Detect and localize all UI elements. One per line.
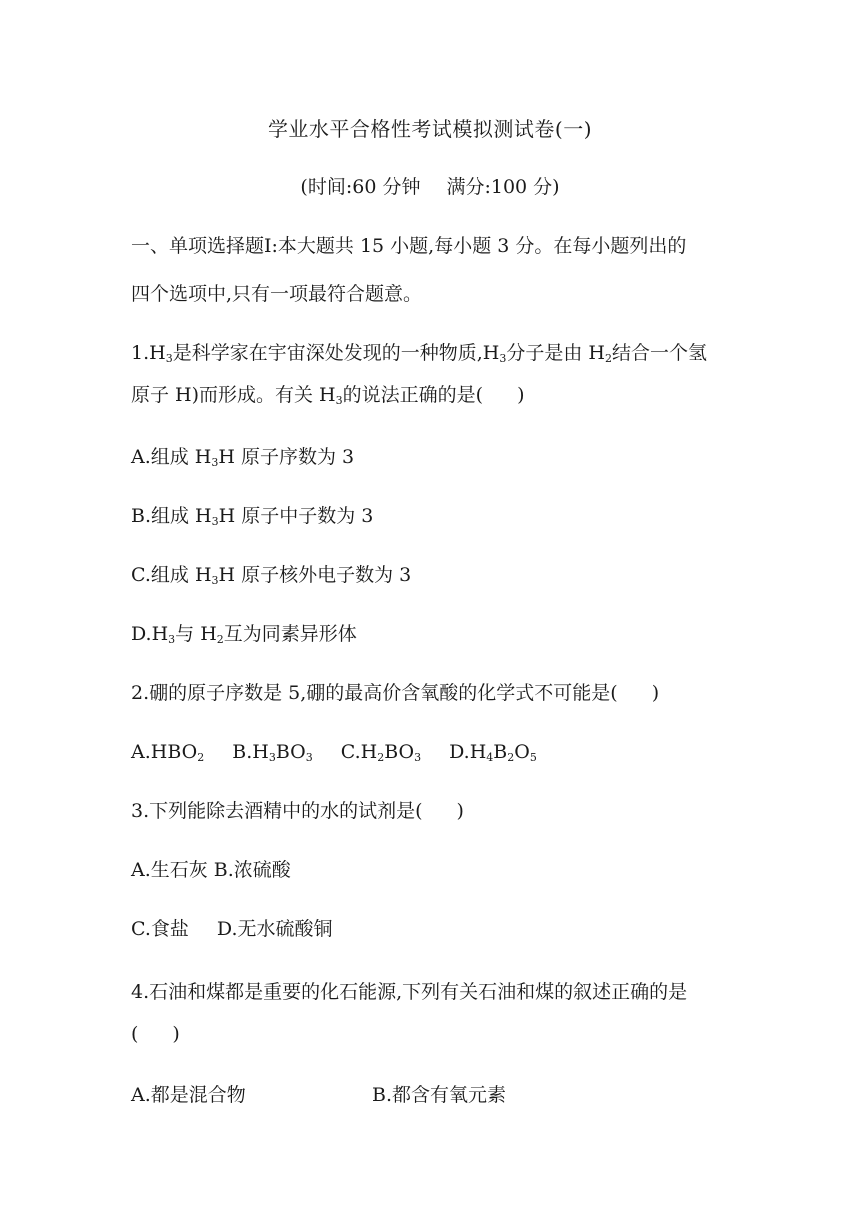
question-2-option-b: $B.H_3BO_3$ bbox=[232, 741, 313, 764]
exam-info bbox=[0, 175, 860, 199]
question-2-option-a: $A.HBO_2$ bbox=[131, 741, 205, 764]
question-1-option-a: A.组成 $H_3H$ 原子序数为 3 bbox=[131, 446, 355, 469]
section-heading-line2: 四个选项中,只有一项最符合题意。 bbox=[131, 283, 423, 305]
section-heading-line1: 一、单项选择题Ⅰ:本大题共 15 小题,每小题 3 分。在每小题列出的 bbox=[131, 235, 687, 257]
question-4-stem: 4.石油和煤都是重要的化石能源,下列有关石油和煤的叙述正确的是 bbox=[131, 981, 688, 1003]
question-4-option-b: B.都含有氧元素 bbox=[372, 1084, 507, 1106]
question-1-option-b: B.组成 $H_3H$ 原子中子数为 3 bbox=[131, 505, 374, 528]
question-4-option-a: A.都是混合物 bbox=[131, 1084, 246, 1106]
question-3-option-d: D.无水硫酸铜 bbox=[216, 918, 333, 940]
question-1-option-d: $D.H_3$与 $H_2$互为同素异形体 bbox=[131, 623, 357, 646]
question-3-option-c: C.食盐 bbox=[131, 918, 189, 940]
question-1-option-c: C.组成 $H_3H$ 原子核外电子数为 3 bbox=[131, 564, 412, 587]
question-3-stem: 3.下列能除去酒精中的水的试剂是( ) bbox=[131, 800, 464, 822]
question-4-stem-line2: ( ) bbox=[131, 1023, 180, 1045]
question-2-option-c: $C.H_2BO_3$ bbox=[340, 741, 422, 764]
full-score: 满分:100 分) bbox=[446, 176, 560, 198]
question-2-stem: 2.硼的原子序数是 5,硼的最高价含氧酸的化学式不可能是( ) bbox=[131, 682, 660, 704]
time-limit: (时间:60 分钟 bbox=[300, 176, 421, 198]
question-3-options-cd bbox=[131, 917, 333, 941]
question-1-stem: $1.H_3$是科学家在宇宙深处发现的一种物质$,H_3$分子是由 $H_2$结合一个氢 bbox=[131, 342, 707, 365]
question-1-stem-line2: 原子 H)而形成。有关 $H_3$的说法正确的是( ) bbox=[131, 384, 525, 407]
question-3-options-ab: A.生石灰 B.浓硫酸 bbox=[131, 859, 291, 881]
page-title: 学业水平合格性考试模拟测试卷(一) bbox=[267, 117, 593, 141]
question-2-options bbox=[131, 740, 537, 764]
question-2-option-d: $D.H_4B_2O_5$ bbox=[449, 741, 537, 764]
question-4-options bbox=[131, 1083, 246, 1107]
